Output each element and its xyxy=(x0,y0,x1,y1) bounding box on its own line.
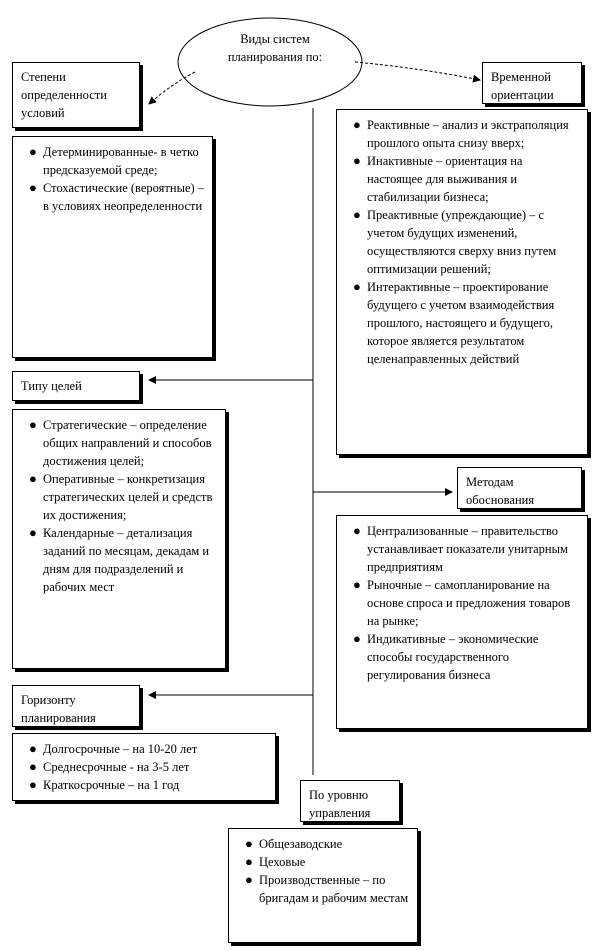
list-item: ● Долгосрочные – на 10-20 лет xyxy=(29,741,198,756)
list-item: ● Краткосрочные – на 1 год xyxy=(29,777,180,792)
list-item: ● Рыночные – самопланирование на основе спроса и предложения товаров на рынке; xyxy=(353,577,571,628)
bullet-icon: ● xyxy=(353,523,361,538)
bullet-icon: ● xyxy=(353,117,361,132)
list-item: ● Интерактивные – проектирование будущего с учетом взаимодействия прошлого, настоящего и будущего, которое является результатом целенаправленных действий xyxy=(353,279,555,366)
bullet-icon: ● xyxy=(245,854,253,869)
bullet-icon: ● xyxy=(29,525,37,540)
horizon-title-box xyxy=(12,685,140,727)
bullet-icon: ● xyxy=(353,207,361,222)
level-title-box xyxy=(300,780,400,822)
horizon-items-box xyxy=(12,733,276,801)
bullet-icon: ● xyxy=(29,741,37,756)
time-title-box xyxy=(482,62,582,104)
level-items-box xyxy=(228,828,418,943)
list-item: ● Централизованные – правительство устанавливает показатели унитарным предприятиям xyxy=(353,523,568,574)
list-item: ● Календарные – детализация заданий по месяцам, декадам и дням для подразделений и рабочих мест xyxy=(29,525,210,594)
certainty-title: Степени определенности условий xyxy=(21,70,107,120)
list-item: ● Общезаводские xyxy=(245,836,343,851)
list-item: ● Оперативные – конкретизация стратегических целей и средств их достижения; xyxy=(29,471,213,522)
goals-title-box xyxy=(12,371,140,401)
arrow-to-time xyxy=(355,62,480,80)
list-item: ● Преактивные (упреждающие) – с учетом будущих изменений, осуществляются сверху вниз путем оптимизации решений; xyxy=(353,207,557,276)
methods-title-box xyxy=(457,467,582,509)
bullet-icon: ● xyxy=(29,417,37,432)
goals-title: Типу целей xyxy=(21,379,82,393)
certainty-items-box xyxy=(12,136,213,358)
bullet-icon: ● xyxy=(29,759,37,774)
time-title: Временной ориентации xyxy=(491,70,554,102)
list-item: ● Цеховые xyxy=(245,854,306,869)
list-item: ● Стохастические (вероятные) – в условиях неопределенности xyxy=(29,180,205,213)
bullet-icon: ● xyxy=(29,180,37,195)
bullet-icon: ● xyxy=(29,471,37,486)
list-item: ● Среднесрочные - на 3-5 лет xyxy=(29,759,190,774)
methods-title: Методам обоснования xyxy=(466,475,535,507)
list-item: ● Индикативные – экономические способы государственного регулирования бизнеса xyxy=(353,631,539,682)
center-label: Виды систем планирования по: xyxy=(227,32,323,64)
bullet-icon: ● xyxy=(353,153,361,168)
list-item: ● Детерминированные- в четко предсказуемой среде; xyxy=(29,144,199,177)
bullet-icon: ● xyxy=(29,144,37,159)
bullet-icon: ● xyxy=(245,836,253,851)
bullet-icon: ● xyxy=(29,777,37,792)
list-item: ● Производственные – по бригадам и рабочим местам xyxy=(245,872,409,905)
methods-items-box xyxy=(336,515,588,729)
certainty-title-box xyxy=(12,62,140,128)
horizon-title: Горизонту планирования xyxy=(21,693,96,725)
bullet-icon: ● xyxy=(245,872,253,887)
goals-items-box xyxy=(12,409,226,669)
list-item: ● Инактивные – ориентация на настоящее для выживания и стабилизации бизнеса; xyxy=(353,153,523,204)
bullet-icon: ● xyxy=(353,279,361,294)
list-item: ● Реактивные – анализ и экстраполяция прошлого опыта снизу вверх; xyxy=(353,117,569,150)
list-item: ● Стратегические – определение общих направлений и способов достижения целей; xyxy=(29,417,212,468)
time-items-box xyxy=(336,109,588,455)
bullet-icon: ● xyxy=(353,577,361,592)
level-title: По уровню управления xyxy=(309,788,371,820)
bullet-icon: ● xyxy=(353,631,361,646)
